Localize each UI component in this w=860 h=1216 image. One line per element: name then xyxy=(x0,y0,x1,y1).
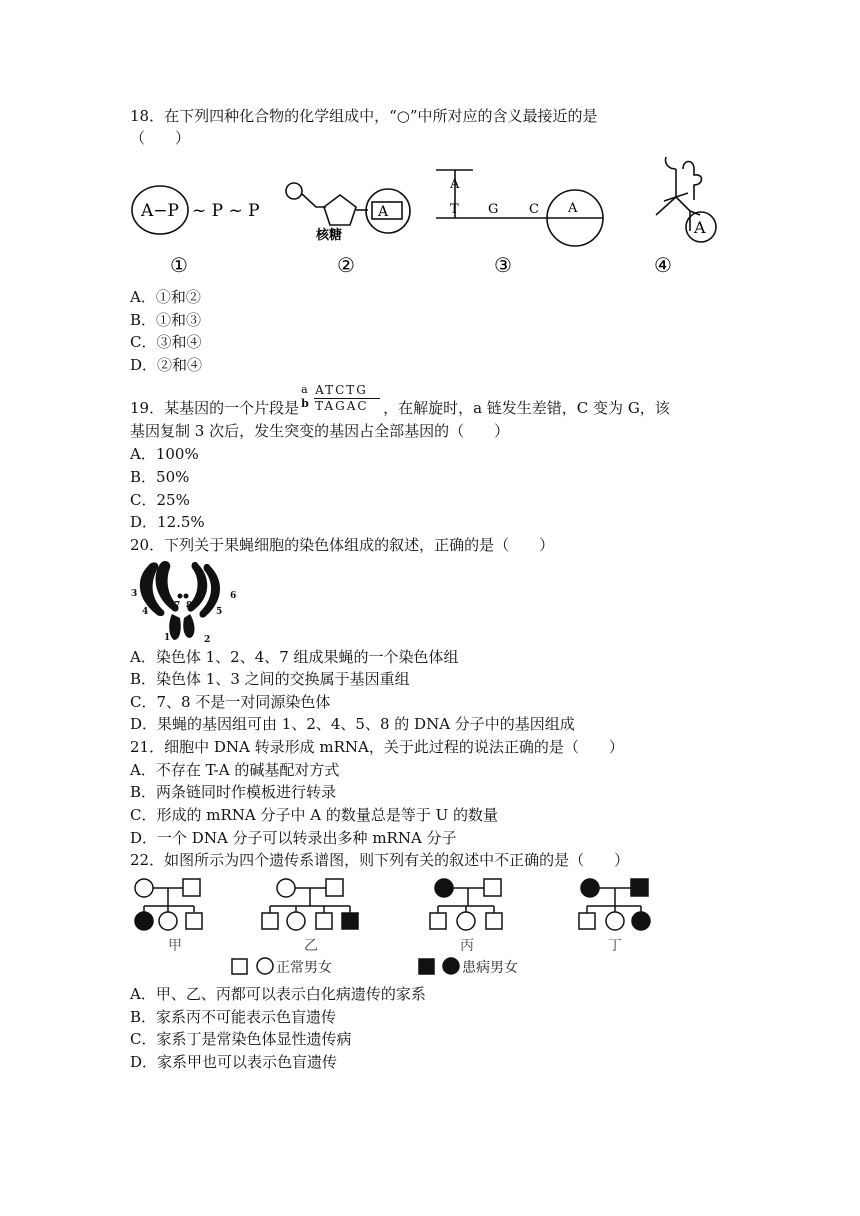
q18-fig1-tail: ~ P ~ P xyxy=(192,201,260,221)
q21-option-b[interactable]: B．两条链同时作模板进行转录 xyxy=(130,783,337,801)
q18-figure xyxy=(128,155,718,280)
q18-label-1: ① xyxy=(170,253,188,277)
q18-fig3-base-c: C xyxy=(529,202,539,217)
q20-option-d[interactable]: D．果蝇的基因组可由 1、2、4、5、8 的 DNA 分子中的基因组成 xyxy=(130,715,575,733)
q19-option-d[interactable]: D．12.5% xyxy=(130,513,205,531)
q19-seq-top: ATCTG xyxy=(315,383,368,397)
q19-stem xyxy=(130,383,670,424)
q19-option-a[interactable]: A．100% xyxy=(130,445,199,463)
q20-chr-4: 4 xyxy=(142,607,149,617)
q22-pedigree-figure xyxy=(128,872,668,982)
q19-strand-a: a xyxy=(301,383,308,396)
q21-option-c[interactable]: C．形成的 mRNA 分子中 A 的数量总是等于 U 的数量 xyxy=(130,806,499,824)
q18-fig3-base-a: A xyxy=(450,177,460,192)
q18-option-d[interactable]: D．②和④ xyxy=(130,356,203,374)
q18-label-3: ③ xyxy=(494,253,512,277)
q22-option-d[interactable]: D．家系甲也可以表示色盲遗传 xyxy=(130,1053,338,1071)
q22-label-ding: 丁 xyxy=(608,938,622,954)
q18-stem-paren: （ ） xyxy=(130,129,191,147)
q22-option-a[interactable]: A．甲、乙、丙都可以表示白化病遗传的家系 xyxy=(130,985,426,1003)
q22-label-jia: 甲 xyxy=(168,938,182,954)
q18-fig3-base-t: T xyxy=(450,202,459,217)
q20-chr-8: 8 xyxy=(186,601,193,611)
q19-option-c[interactable]: C．25% xyxy=(130,491,190,509)
q19-seq-bottom: TAGAC xyxy=(315,399,369,413)
q18-fig3-base-g: G xyxy=(488,202,499,217)
q22-option-c[interactable]: C．家系丁是常染色体显性遗传病 xyxy=(130,1030,352,1048)
q21-option-a[interactable]: A．不存在 T-A 的碱基配对方式 xyxy=(130,761,340,779)
q22-option-b[interactable]: B．家系丙不可能表示色盲遗传 xyxy=(130,1008,337,1026)
q22-legend-normal: 正常男女 xyxy=(276,960,332,976)
q19-strand-b: b xyxy=(301,397,309,410)
q19-stem-pre: 19．某基因的一个片段是 xyxy=(130,399,300,417)
q19-option-b[interactable]: B．50% xyxy=(130,468,190,486)
q21-stem: 21．细胞中 DNA 转录形成 mRNA，关于此过程的说法正确的是（ ） xyxy=(130,738,624,756)
q18-label-2: ② xyxy=(337,253,355,277)
q18-fig2-sugar: 核糖 xyxy=(316,228,343,243)
q20-option-c[interactable]: C．7、8 不是一对同源染色体 xyxy=(130,693,331,711)
q20-chr-6: 6 xyxy=(230,591,237,601)
q18-option-b[interactable]: B．①和③ xyxy=(130,311,202,329)
q20-chr-2: 2 xyxy=(204,635,211,644)
q19-stem-b: 基因复制 3 次后，发生突变的基因占全部基因的（ ） xyxy=(130,422,510,440)
q18-fig4-circle: A xyxy=(694,218,706,237)
q18-option-a[interactable]: A．①和② xyxy=(130,288,201,306)
q21-option-d[interactable]: D．一个 DNA 分子可以转录出多种 mRNA 分子 xyxy=(130,829,457,847)
q18-fig1-ap: A−P xyxy=(141,201,179,221)
q20-chr-1: 1 xyxy=(164,633,171,643)
q20-chromosome-figure xyxy=(128,556,243,644)
q18-fig2-base: A xyxy=(378,204,389,220)
q18-option-c[interactable]: C．③和④ xyxy=(130,333,202,351)
q22-stem: 22．如图所示为四个遗传系谱图，则下列有关的叙述中不正确的是（ ） xyxy=(130,851,630,869)
q20-chr-3: 3 xyxy=(131,589,138,599)
q18-stem: 18．在下列四种化合物的化学组成中，“○”中所对应的含义最接近的是 xyxy=(130,107,598,125)
q19-stem-post: ，在解旋时，a 链发生差错，C 变为 G，该 xyxy=(383,399,670,417)
q22-label-bing: 丙 xyxy=(460,938,474,954)
q20-option-a[interactable]: A．染色体 1、2、4、7 组成果蝇的一个染色体组 xyxy=(130,648,459,666)
q20-chr-7: 7 xyxy=(174,601,181,611)
q20-chr-5: 5 xyxy=(216,607,223,617)
q19-dna-fragment xyxy=(313,383,383,416)
q18-fig3-circle: A xyxy=(568,201,578,216)
q20-stem: 20．下列关于果蝇细胞的染色体组成的叙述，正确的是（ ） xyxy=(130,536,555,554)
q20-option-b[interactable]: B．染色体 1、3 之间的交换属于基因重组 xyxy=(130,670,410,688)
q22-legend-affected: 患病男女 xyxy=(462,960,518,976)
q18-label-4: ④ xyxy=(654,253,672,277)
q22-label-yi: 乙 xyxy=(304,938,318,954)
